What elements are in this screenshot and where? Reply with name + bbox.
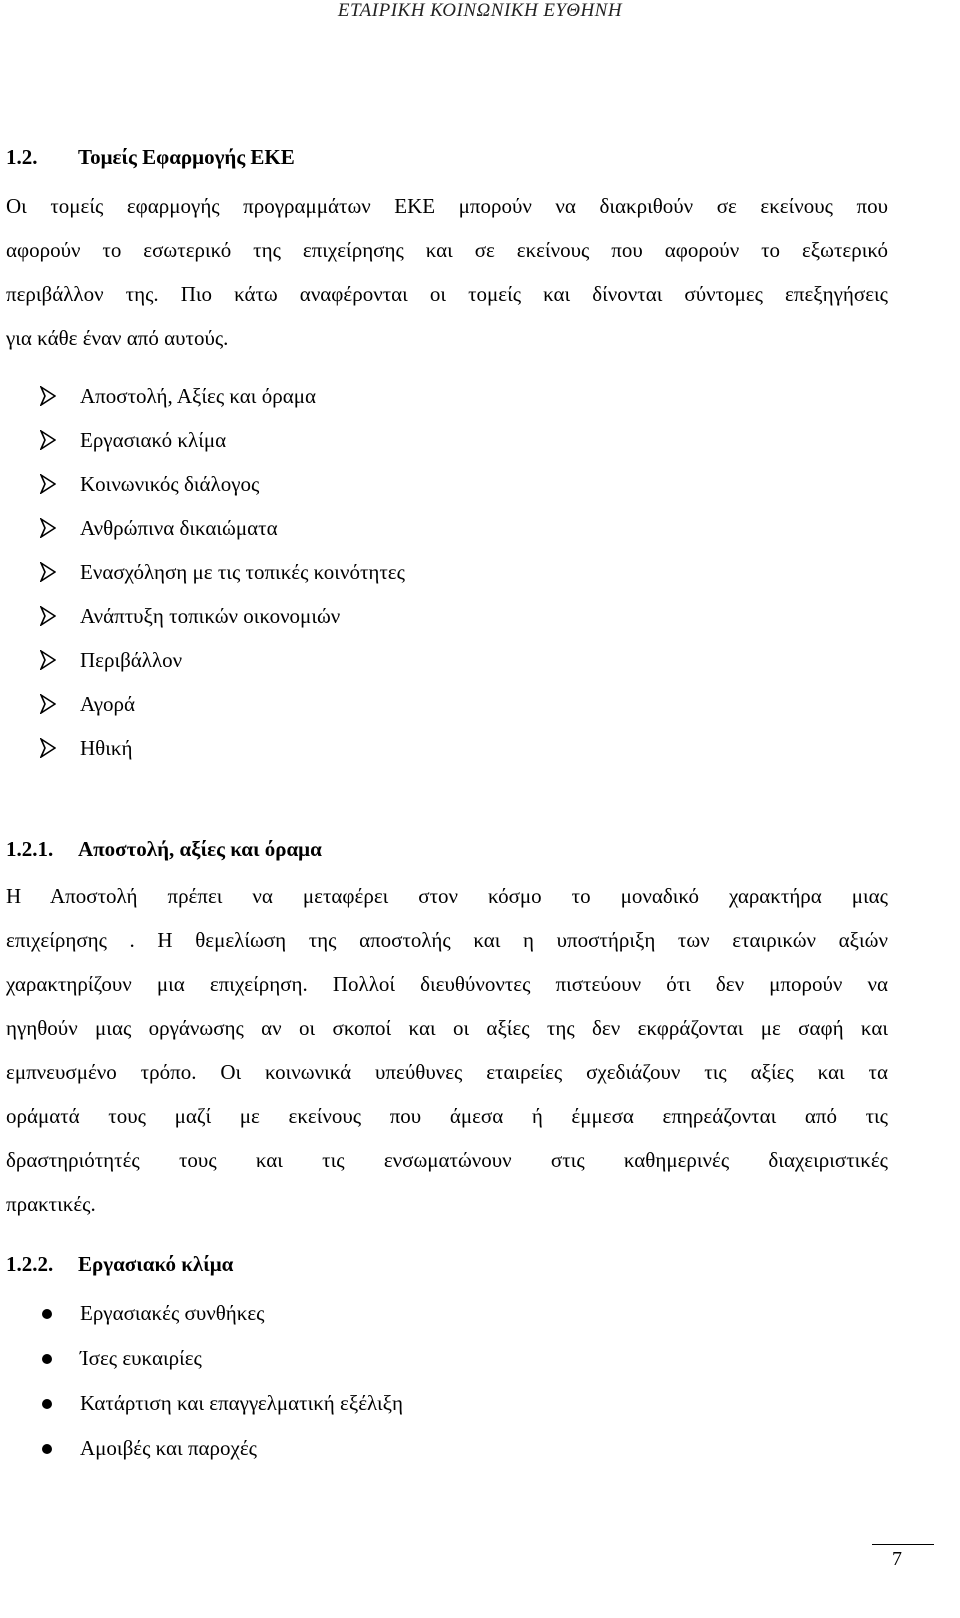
dot-bullet-icon bbox=[42, 1399, 52, 1409]
list-item-label: Ενασχόληση με τις τοπικές κοινότητες bbox=[80, 560, 405, 584]
section-heading-1-2 bbox=[6, 144, 295, 170]
paragraph-line: Οι τομείς εφαρμογής προγραμμάτων ΕΚΕ μπορούν να διακριθούν σε εκείνους που bbox=[6, 194, 888, 218]
list-item bbox=[40, 418, 405, 462]
page-number: 7 bbox=[892, 1548, 902, 1570]
list-item bbox=[40, 506, 405, 550]
list-item-label: Αποστολή, Αξίες και όραμα bbox=[80, 384, 316, 408]
list-item bbox=[40, 638, 405, 682]
paragraph-line: Η Αποστολή πρέπει να μεταφέρει στον κόσμο το μοναδικό χαρακτήρα μιας bbox=[6, 884, 888, 908]
list-item-label: Ανάπτυξη τοπικών οικονομιών bbox=[80, 604, 341, 628]
arrow-bullet-icon bbox=[40, 738, 56, 758]
section-heading-1-2-2 bbox=[6, 1251, 233, 1277]
list-item-label: Ηθική bbox=[80, 736, 133, 760]
arrow-bullet-icon bbox=[40, 562, 56, 582]
dot-bullet-icon bbox=[42, 1354, 52, 1364]
dot-bullet-icon bbox=[42, 1309, 52, 1319]
paragraph-line: επιχείρησης . Η θεμελίωση της αποστολής και η υποστήριξη των εταιρικών αξιών bbox=[6, 928, 888, 952]
list-item-label: Αμοιβές και παροχές bbox=[80, 1436, 257, 1460]
sectors-list bbox=[40, 374, 405, 770]
dot-bullet-icon bbox=[42, 1444, 52, 1454]
section-number: 1.2.2. bbox=[6, 1252, 54, 1276]
list-item bbox=[40, 462, 405, 506]
arrow-bullet-icon bbox=[40, 430, 56, 450]
paragraph-line: ηγηθούν μιας οργάνωσης αν οι σκοποί και οι αξίες της δεν εκφράζονται με σαφή και bbox=[6, 1016, 888, 1040]
paragraph-line: για κάθε έναν από αυτούς. bbox=[6, 326, 229, 350]
list-item bbox=[40, 1426, 403, 1471]
arrow-bullet-icon bbox=[40, 650, 56, 670]
list-item bbox=[40, 374, 405, 418]
paragraph-line: δραστηριότητές τους και τις ενσωματώνουν στις καθημερινές διαχειριστικές bbox=[6, 1148, 888, 1172]
list-item-label: Εργασιακές συνθήκες bbox=[80, 1301, 265, 1325]
list-item bbox=[40, 1381, 403, 1426]
mission-paragraph bbox=[6, 874, 888, 1226]
arrow-bullet-icon bbox=[40, 694, 56, 714]
arrow-bullet-icon bbox=[40, 606, 56, 626]
section-title: Αποστολή, αξίες και όραμα bbox=[78, 837, 322, 861]
list-item-label: Κοινωνικός διάλογος bbox=[80, 472, 260, 496]
list-item bbox=[40, 726, 405, 770]
list-item bbox=[40, 1336, 403, 1381]
footer-rule bbox=[872, 1544, 934, 1545]
work-climate-list bbox=[40, 1291, 403, 1471]
paragraph-line: αφορούν το εσωτερικό της επιχείρησης και σε εκείνους που αφορούν το εξωτερικό bbox=[6, 238, 888, 262]
arrow-bullet-icon bbox=[40, 474, 56, 494]
arrow-bullet-icon bbox=[40, 386, 56, 406]
intro-paragraph bbox=[6, 184, 888, 360]
list-item bbox=[40, 550, 405, 594]
list-item bbox=[40, 682, 405, 726]
list-item-label: Κατάρτιση και επαγγελματική εξέλιξη bbox=[80, 1391, 403, 1415]
running-header: ΕΤΑΙΡΙΚΗ ΚΟΙΝΩΝΙΚΗ ΕΥΘΗΝΗ bbox=[337, 0, 623, 21]
paragraph-line: χαρακτηρίζουν μια επιχείρηση. Πολλοί διευθύνοντες πιστεύουν ότι δεν μπορούν να bbox=[6, 972, 888, 996]
list-item-label: Ανθρώπινα δικαιώματα bbox=[80, 516, 278, 540]
list-item-label: Εργασιακό κλίμα bbox=[80, 428, 227, 452]
paragraph-line: περιβάλλον της. Πιο κάτω αναφέρονται οι τομείς και δίνονται σύντομες επεξηγήσεις bbox=[6, 282, 888, 306]
section-heading-1-2-1 bbox=[6, 836, 322, 862]
list-item-label: Περιβάλλον bbox=[80, 648, 183, 672]
section-number: 1.2. bbox=[6, 145, 38, 169]
section-title: Εργασιακό κλίμα bbox=[78, 1252, 234, 1276]
paragraph-line: εμπνευσμένο τρόπο. Οι κοινωνικά υπεύθυνες εταιρείες σχεδιάζουν τις αξίες και τα bbox=[6, 1060, 888, 1084]
section-title: Τομείς Εφαρμογής ΕΚΕ bbox=[78, 145, 295, 169]
list-item-label: Αγορά bbox=[80, 692, 135, 716]
paragraph-line: πρακτικές. bbox=[6, 1192, 96, 1216]
list-item-label: Ίσες ευκαιρίες bbox=[80, 1346, 202, 1370]
list-item bbox=[40, 594, 405, 638]
list-item bbox=[40, 1291, 403, 1336]
paragraph-line: οράματά τους μαζί με εκείνους που άμεσα ή έμμεσα επηρεάζονται από τις bbox=[6, 1104, 888, 1128]
arrow-bullet-icon bbox=[40, 518, 56, 538]
section-number: 1.2.1. bbox=[6, 837, 54, 861]
